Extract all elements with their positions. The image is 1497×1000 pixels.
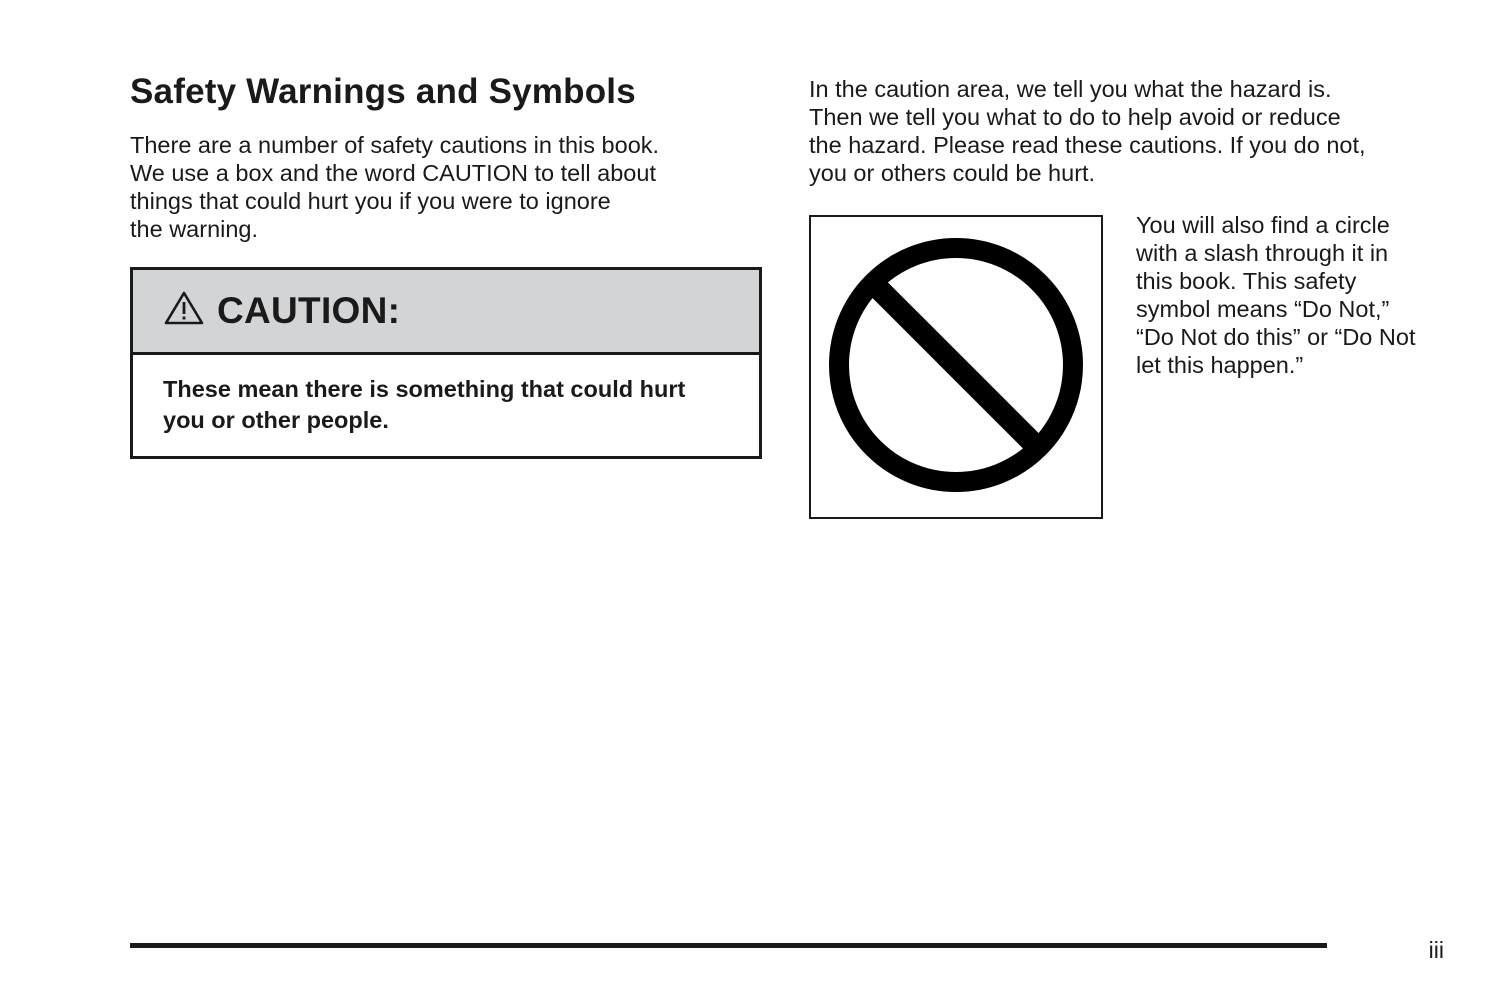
intro-line: the warning. xyxy=(130,216,259,242)
caution-area-paragraph xyxy=(809,75,1366,187)
page-number: iii xyxy=(1428,937,1444,963)
do-not-circle-slash-icon xyxy=(811,217,1101,517)
caution-title: CAUTION: xyxy=(217,290,401,331)
symbol-frame xyxy=(809,215,1103,519)
symbol-description-line: with a slash through it in xyxy=(1136,240,1389,266)
symbol-description-line: You will also find a circle xyxy=(1136,212,1390,238)
caution-area-line: In the caution area, we tell you what the hazard is. xyxy=(809,76,1332,102)
caution-header xyxy=(133,270,759,355)
symbol-description xyxy=(1136,211,1415,379)
caution-body-line: you or other people. xyxy=(163,407,389,433)
caution-area-line: Then we tell you what to do to help avoid or reduce xyxy=(809,104,1341,130)
footer-rule xyxy=(130,943,1327,948)
intro-paragraph xyxy=(130,131,659,243)
symbol-description-line: “Do Not do this” or “Do Not xyxy=(1136,324,1416,350)
intro-line: There are a number of safety cautions in this book. xyxy=(130,132,660,158)
caution-box xyxy=(130,267,762,459)
intro-line: things that could hurt you if you were to ignore xyxy=(130,188,611,214)
page-heading: Safety Warnings and Symbols xyxy=(130,72,636,111)
caution-area-line: the hazard. Please read these cautions. If you do not, xyxy=(809,132,1366,158)
warning-triangle-icon xyxy=(163,290,205,326)
intro-line: We use a box and the word CAUTION to tell about xyxy=(130,160,656,186)
symbol-description-line: let this happen.” xyxy=(1136,352,1304,378)
symbol-description-line: this book. This safety xyxy=(1136,268,1357,294)
caution-body-line: These mean there is something that could hurt xyxy=(163,376,686,402)
caution-body xyxy=(133,355,759,436)
symbol-description-line: symbol means “Do Not,” xyxy=(1136,296,1390,322)
caution-area-line: you or others could be hurt. xyxy=(809,160,1096,186)
